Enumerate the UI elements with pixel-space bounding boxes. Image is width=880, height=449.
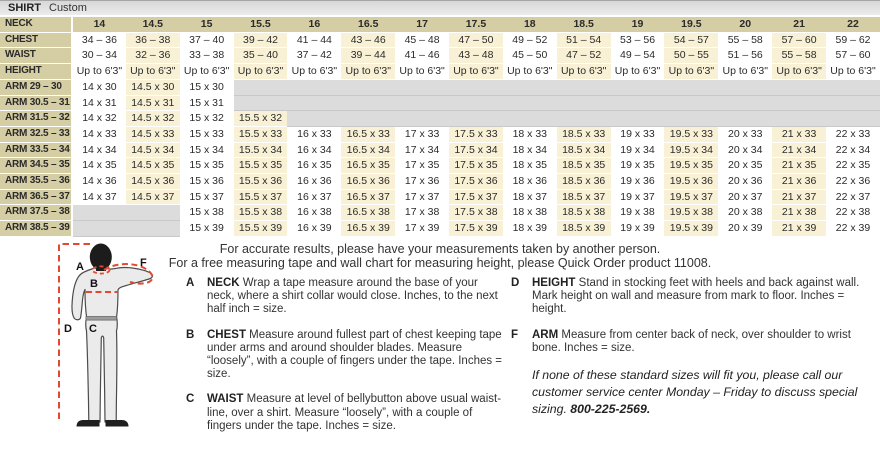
empty-cell [664,111,718,127]
right-shoe [106,420,129,427]
size-cell: 17 x 33 [395,126,449,142]
size-cell: 47 – 52 [557,48,611,64]
instruction-text [207,329,506,382]
size-cell: Up to 6'3" [234,64,288,80]
size-cell: 47 – 50 [449,32,503,48]
size-cell: 33 – 38 [180,48,234,64]
size-cell: 20 x 39 [718,221,772,237]
size-cell: 15 x 36 [180,174,234,190]
size-cell: 43 – 48 [449,48,503,64]
size-cell: 57 – 60 [772,32,826,48]
size-cell: 15.5 x 35 [234,158,288,174]
size-cell: 16 x 36 [287,174,341,190]
size-cell: 16 x 39 [287,221,341,237]
size-cell: 19 x 33 [611,126,665,142]
neck-column-header: 14 [72,17,126,32]
size-cell: 16 x 33 [287,126,341,142]
neck-column-header: 15 [180,17,234,32]
row-label: WAIST [0,48,72,64]
table-row [0,142,880,158]
row-label: ARM 36.5 – 37 [0,189,72,205]
empty-cell [611,111,665,127]
size-cell: 39 – 42 [234,32,288,48]
empty-cell [503,95,557,111]
table-row [0,174,880,190]
size-cell: 19 x 36 [611,174,665,190]
instruction-body: Measure around fullest part of chest keeping tape under arms and around shoulder blades. Measure “loosely”, with a couple of fingers under the tape. Inches = size. [207,328,503,381]
empty-cell [611,79,665,95]
size-cell: 19 x 34 [611,142,665,158]
empty-cell [287,95,341,111]
size-cell: 15.5 x 38 [234,205,288,221]
size-cell: 15.5 x 36 [234,174,288,190]
size-cell: 14 x 35 [72,158,126,174]
instruction-letter: D [511,277,520,289]
instruction-letter: F [511,328,519,341]
size-cell: 20 x 36 [718,174,772,190]
table-row [0,158,880,174]
size-cell: Up to 6'3" [503,64,557,80]
size-cell: 22 x 34 [826,142,880,158]
size-cell: 14.5 x 35 [126,158,180,174]
size-cell: 17.5 x 37 [449,189,503,205]
table-row [0,32,880,48]
body-silhouette [72,267,152,422]
size-cell: 49 – 54 [611,48,665,64]
instruction-text [532,277,875,317]
instruction-letter: C [186,393,195,406]
size-cell: 18 x 39 [503,221,557,237]
instruction-body: Wrap a tape measure around the base of your neck, where a shirt collar would close. Inches, to the next half inch = size. [207,277,498,316]
empty-cell [449,95,503,111]
size-cell: 54 – 57 [664,32,718,48]
size-cell: 18.5 x 37 [557,189,611,205]
size-cell: 15 x 38 [180,205,234,221]
size-cell: 20 x 38 [718,205,772,221]
size-cell: 18.5 x 38 [557,205,611,221]
size-cell: 15.5 x 34 [234,142,288,158]
empty-cell [234,79,288,95]
row-label: ARM 37.5 – 38 [0,205,72,221]
row-label: CHEST [0,32,72,48]
size-cell: 15 x 37 [180,189,234,205]
size-cell: 18.5 x 35 [557,158,611,174]
row-header-neck: NECK [0,17,72,32]
size-cell: 19.5 x 33 [664,126,718,142]
intro-line-2: For a free measuring tape and wall chart for measuring height, please Quick Order product 11008. [168,255,712,270]
size-cell: 45 – 48 [395,32,449,48]
size-cell: 17.5 x 34 [449,142,503,158]
size-cell: 21 x 39 [772,221,826,237]
size-cell: 50 – 55 [664,48,718,64]
neck-column-header: 18 [503,17,557,32]
size-cell: 14 x 33 [72,126,126,142]
figure-label-c: C [89,323,97,335]
size-cell: Up to 6'3" [718,64,772,80]
table-row [0,221,880,237]
instruction-term: HEIGHT [532,277,576,289]
size-cell: 18 x 38 [503,205,557,221]
size-cell: 17 x 37 [395,189,449,205]
size-cell: 22 x 36 [826,174,880,190]
size-cell: Up to 6'3" [72,64,126,80]
instruction-body: Measure at level of bellybutton above usual waist-line, over a shirt. Measure “loosely”, with a couple of fingers under the tape. Inches = size. [207,393,502,432]
special-sizing-note [532,367,875,418]
size-cell: 18 x 34 [503,142,557,158]
neck-column-header: 20 [718,17,772,32]
size-cell: 14 x 32 [72,111,126,127]
size-cell: 17.5 x 33 [449,126,503,142]
empty-cell [557,111,611,127]
row-label: HEIGHT [0,64,72,80]
neck-column-header: 16 [287,17,341,32]
neck-column-header: 17 [395,17,449,32]
size-cell: 19 x 37 [611,189,665,205]
size-cell: 14.5 x 36 [126,174,180,190]
empty-cell [718,79,772,95]
size-cell: 15 x 30 [180,79,234,95]
table-row [0,189,880,205]
empty-cell [341,95,395,111]
empty-cell [826,95,880,111]
instruction-text [207,393,506,433]
neck-column-header: 19.5 [664,17,718,32]
left-shoe [77,420,100,427]
size-cell: 34 – 36 [72,32,126,48]
size-cell: Up to 6'3" [611,64,665,80]
size-cell: Up to 6'3" [395,64,449,80]
size-cell: 19.5 x 35 [664,158,718,174]
intro-text [0,243,880,270]
row-label: ARM 35.5 – 36 [0,174,72,190]
size-cell: 16.5 x 36 [341,174,395,190]
empty-cell [395,111,449,127]
instruction-chest [186,329,506,382]
empty-cell [341,79,395,95]
instruction-neck [186,277,506,317]
size-cell: 16.5 x 34 [341,142,395,158]
size-cell: 14 x 36 [72,174,126,190]
size-cell: 14.5 x 30 [126,79,180,95]
instruction-body: Measure from center back of neck, over shoulder to wrist bone. Inches = size. [532,328,851,354]
size-cell: 16.5 x 37 [341,189,395,205]
instruction-body: Stand in stocking feet with heels and back against wall. Mark height on wall and measure from mark to floor. Inches = height. [532,277,860,316]
note-text: If none of these standard sizes will fit you, please call our customer service center Monday – Friday to discuss special sizing. [532,368,858,417]
neck-column-header: 19 [611,17,665,32]
empty-cell [449,111,503,127]
empty-cell [557,79,611,95]
table-row [0,95,880,111]
table-title: SHIRT [8,2,41,14]
size-cell: 14 x 31 [72,95,126,111]
instructions-column-1 [186,277,506,445]
table-subtitle: Custom [49,2,87,14]
table-row [0,79,880,95]
table-row [0,111,880,127]
size-cell: 19.5 x 37 [664,189,718,205]
size-cell: 18 x 33 [503,126,557,142]
size-cell: Up to 6'3" [772,64,826,80]
neck-column-header: 18.5 [557,17,611,32]
size-cell: 18.5 x 34 [557,142,611,158]
size-cell: 15 x 34 [180,142,234,158]
size-cell: 41 – 46 [395,48,449,64]
empty-cell [287,111,341,127]
empty-cell [449,79,503,95]
size-cell: 32 – 36 [126,48,180,64]
row-label: ARM 30.5 – 31 [0,95,72,111]
intro-line-1: For accurate results, please have your measurements taken by another person. [219,242,661,256]
empty-cell [72,221,126,237]
size-cell: 16.5 x 38 [341,205,395,221]
size-cell: 22 x 39 [826,221,880,237]
instruction-term: ARM [532,328,559,341]
empty-cell [718,95,772,111]
size-cell: 17.5 x 39 [449,221,503,237]
row-label: ARM 33.5 – 34 [0,142,72,158]
size-cell: 17.5 x 35 [449,158,503,174]
figure-label-a: A [76,261,84,273]
neck-column-header: 22 [826,17,880,32]
size-cell: 20 x 34 [718,142,772,158]
empty-cell [126,205,180,221]
empty-cell [718,111,772,127]
size-cell: Up to 6'3" [557,64,611,80]
size-cell: 30 – 34 [72,48,126,64]
size-cell: 22 x 35 [826,158,880,174]
size-cell: 45 – 50 [503,48,557,64]
size-cell: 15 x 39 [180,221,234,237]
size-cell: 19.5 x 34 [664,142,718,158]
instruction-letter: A [186,277,195,289]
size-cell: 21 x 36 [772,174,826,190]
row-label: ARM 32.5 – 33 [0,126,72,142]
size-cell: 37 – 40 [180,32,234,48]
neck-column-header: 16.5 [341,17,395,32]
size-cell: 22 x 37 [826,189,880,205]
row-label: ARM 29 – 30 [0,79,72,95]
size-cell: 18 x 37 [503,189,557,205]
size-cell: 37 – 42 [287,48,341,64]
size-cell: 49 – 52 [503,32,557,48]
size-cell: 19.5 x 38 [664,205,718,221]
empty-cell [826,111,880,127]
table-row [0,126,880,142]
size-cell: 14 x 37 [72,189,126,205]
phone-number: 800-225-2569. [570,402,651,417]
empty-cell [611,95,665,111]
size-cell: 17.5 x 38 [449,205,503,221]
neck-column-header: 15.5 [234,17,288,32]
size-cell: 19.5 x 36 [664,174,718,190]
size-cell: 15.5 x 39 [234,221,288,237]
size-cell: Up to 6'3" [449,64,503,80]
size-cell: Up to 6'3" [180,64,234,80]
size-cell: 16 x 34 [287,142,341,158]
size-cell: 14.5 x 32 [126,111,180,127]
empty-cell [664,79,718,95]
size-cell: 19 x 38 [611,205,665,221]
empty-cell [503,79,557,95]
empty-cell [772,111,826,127]
instruction-arm [511,329,875,355]
size-cell: Up to 6'3" [287,64,341,80]
size-cell: 18.5 x 39 [557,221,611,237]
empty-cell [126,221,180,237]
waist-measure-band [86,317,117,321]
figure-label-b: B [90,278,98,290]
empty-cell [664,95,718,111]
empty-cell [772,95,826,111]
instruction-letter: B [186,328,195,341]
size-cell: 21 x 35 [772,158,826,174]
size-cell: 15 x 31 [180,95,234,111]
empty-cell [772,79,826,95]
empty-cell [341,111,395,127]
size-cell: 39 – 44 [341,48,395,64]
figure-label-f: F [140,257,147,269]
size-cell: 16 x 35 [287,158,341,174]
size-cell: 36 – 38 [126,32,180,48]
size-cell: 35 – 40 [234,48,288,64]
figure-label-d: D [64,323,72,335]
empty-cell [826,79,880,95]
instruction-term: WAIST [207,393,244,406]
size-cell: 16.5 x 35 [341,158,395,174]
size-table [0,17,880,237]
size-cell: 21 x 38 [772,205,826,221]
instruction-term: CHEST [207,328,246,341]
size-cell: 19 x 39 [611,221,665,237]
size-cell: 22 x 38 [826,205,880,221]
size-cell: 17 x 39 [395,221,449,237]
size-cell: 21 x 37 [772,189,826,205]
size-cell: 57 – 60 [826,48,880,64]
size-cell: 21 x 33 [772,126,826,142]
size-cell: 14.5 x 37 [126,189,180,205]
instruction-text [532,329,875,355]
instructions-column-2 [511,277,875,418]
size-cell: 14.5 x 31 [126,95,180,111]
size-cell: 14 x 34 [72,142,126,158]
instruction-waist [186,393,506,433]
size-table-head [0,17,880,32]
size-cell: 17.5 x 36 [449,174,503,190]
row-label: ARM 38.5 – 39 [0,221,72,237]
size-cell: 18.5 x 36 [557,174,611,190]
size-cell: 15.5 x 32 [234,111,288,127]
empty-cell [395,95,449,111]
size-cell: 16.5 x 33 [341,126,395,142]
size-cell: 16 x 37 [287,189,341,205]
size-cell: 15.5 x 37 [234,189,288,205]
size-cell: 18 x 36 [503,174,557,190]
neck-column-header: 14.5 [126,17,180,32]
size-cell: 18.5 x 33 [557,126,611,142]
instruction-term: NECK [207,277,240,289]
table-title-bar [0,0,880,15]
size-cell: Up to 6'3" [826,64,880,80]
size-cell: 14.5 x 33 [126,126,180,142]
size-cell: 15 x 32 [180,111,234,127]
table-row [0,64,880,80]
size-cell: 17 x 38 [395,205,449,221]
size-cell: 15.5 x 33 [234,126,288,142]
size-cell: 14.5 x 34 [126,142,180,158]
size-cell: 55 – 58 [772,48,826,64]
size-cell: 15 x 35 [180,158,234,174]
empty-cell [234,95,288,111]
empty-cell [557,95,611,111]
size-cell: Up to 6'3" [664,64,718,80]
empty-cell [72,205,126,221]
size-cell: 17 x 36 [395,174,449,190]
size-cell: 55 – 58 [718,32,772,48]
size-cell: 15 x 33 [180,126,234,142]
row-label: ARM 34.5 – 35 [0,158,72,174]
empty-cell [395,79,449,95]
instruction-height [511,277,875,317]
empty-cell [503,111,557,127]
size-cell: 20 x 35 [718,158,772,174]
row-label: ARM 31.5 – 32 [0,111,72,127]
table-row [0,205,880,221]
size-table-body [0,32,880,236]
size-cell: 53 – 56 [611,32,665,48]
size-cell: 59 – 62 [826,32,880,48]
neck-column-header: 21 [772,17,826,32]
size-cell: 14 x 30 [72,79,126,95]
size-cell: 22 x 33 [826,126,880,142]
size-cell: 43 – 46 [341,32,395,48]
size-cell: 16.5 x 39 [341,221,395,237]
size-cell: 17 x 34 [395,142,449,158]
neck-column-header: 17.5 [449,17,503,32]
instruction-text [207,277,506,317]
size-cell: 41 – 44 [287,32,341,48]
size-cell: 19 x 35 [611,158,665,174]
size-cell: 20 x 37 [718,189,772,205]
size-cell: 51 – 56 [718,48,772,64]
size-cell: 20 x 33 [718,126,772,142]
size-cell: 51 – 54 [557,32,611,48]
size-cell: 16 x 38 [287,205,341,221]
size-cell: Up to 6'3" [341,64,395,80]
size-cell: 19.5 x 39 [664,221,718,237]
table-row [0,48,880,64]
size-cell: 17 x 35 [395,158,449,174]
empty-cell [287,79,341,95]
size-cell: Up to 6'3" [126,64,180,80]
size-cell: 21 x 34 [772,142,826,158]
size-cell: 18 x 35 [503,158,557,174]
